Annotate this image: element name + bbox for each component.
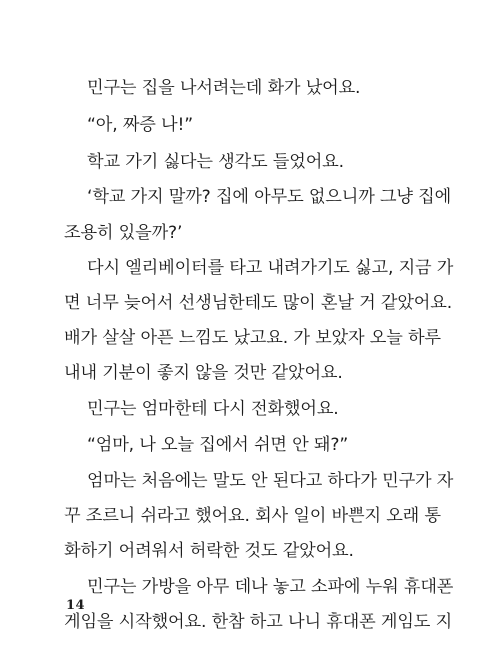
paragraph-line: 화하기 어려워서 허락한 것도 같았어요.: [64, 541, 354, 561]
paragraph-line: 학교 가기 싫다는 생각도 들었어요.: [87, 152, 344, 172]
paragraph-line: 면 너무 늦어서 선생님한테도 많이 혼날 거 같았어요.: [64, 293, 453, 313]
paragraph-line: 엄마는 처음에는 말도 안 된다고 하다가 민구가 자: [87, 471, 454, 491]
page-number: 14: [66, 598, 85, 613]
paragraph-line: 배가 살살 아픈 느낌도 났고요. 가 보았자 오늘 하루: [64, 328, 441, 348]
paragraph-line: “아, 짜증 나!”: [87, 115, 194, 135]
paragraph-line: 민구는 엄마한테 다시 전화했어요.: [87, 399, 339, 419]
paragraph-line: 꾸 조르니 쉬라고 했어요. 회사 일이 바쁜지 오래 통: [64, 506, 441, 526]
paragraph-line: “엄마, 나 오늘 집에서 쉬면 안 돼?”: [87, 435, 349, 455]
paragraph-line: 다시 엘리베이터를 타고 내려가기도 싫고, 지금 가: [87, 258, 454, 278]
paragraph-line: 내내 기분이 좋지 않을 것만 같았어요.: [64, 363, 343, 383]
paragraph-line: 조용히 있을까?’: [64, 223, 183, 243]
paragraph-line: 게임을 시작했어요. 한참 하고 나니 휴대폰 게임도 지: [64, 612, 453, 632]
paragraph-line: 민구는 집을 나서려는데 화가 났어요.: [87, 78, 361, 98]
paragraph-line: 민구는 가방을 아무 데나 놓고 소파에 누워 휴대폰: [87, 577, 454, 597]
paragraph-line: ‘학교 가지 말까? 집에 아무도 없으니까 그냥 집에: [87, 187, 452, 207]
